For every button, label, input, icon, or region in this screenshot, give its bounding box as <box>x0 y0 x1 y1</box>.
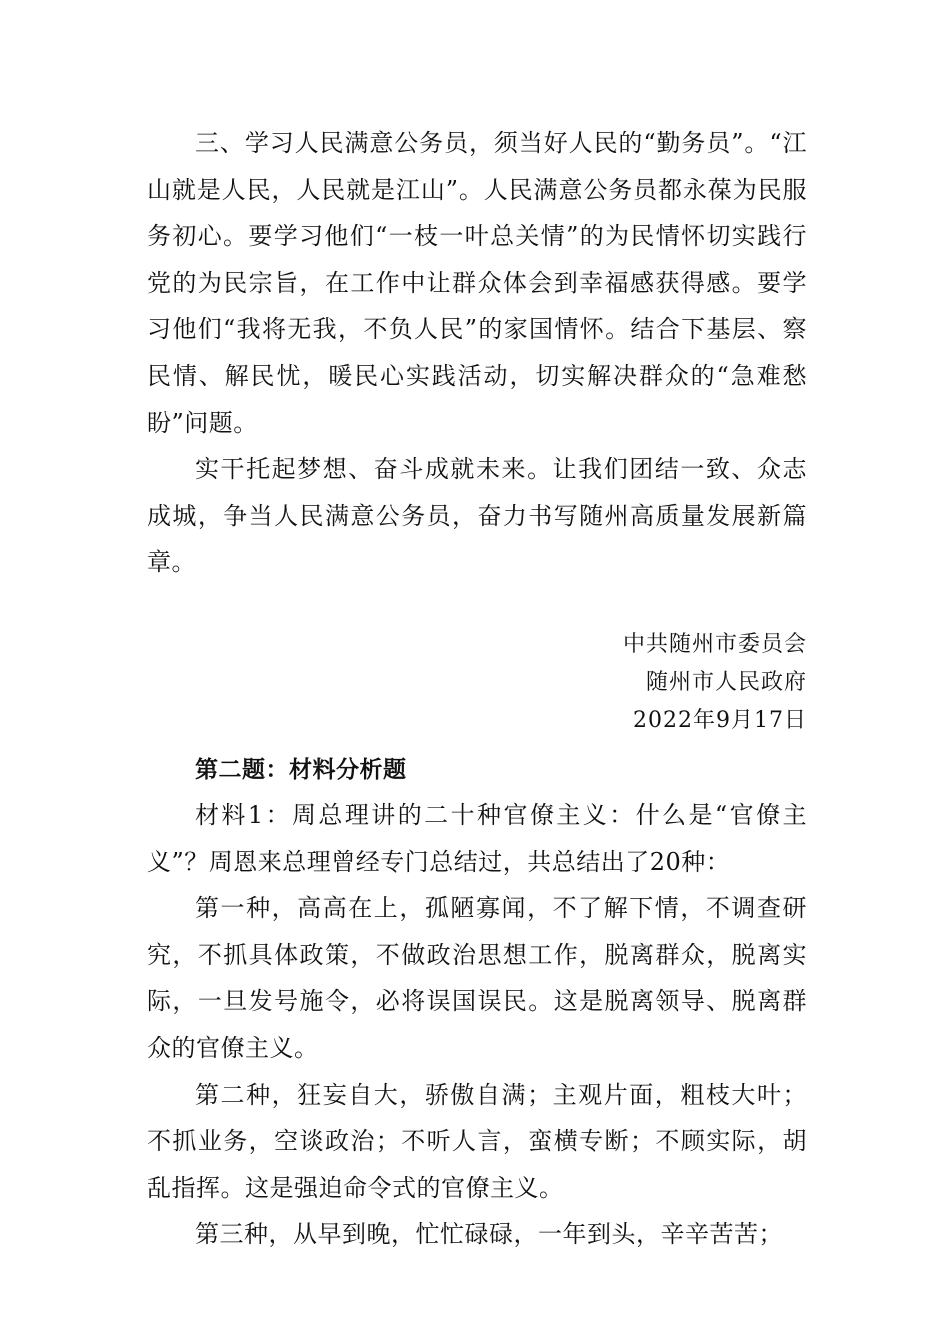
signature-org-2: 随州市人民政府 <box>645 669 807 695</box>
document-page <box>147 120 807 1258</box>
signature-block <box>147 626 807 740</box>
signature-date: 2022年9月17日 <box>633 707 807 733</box>
section3-paragraph-2: 实干托起梦想、奋斗成就未来。让我们团结一致、众志成城，争当人民满意公务员，奋力书写随州高质量发展新篇章。 <box>147 455 807 577</box>
question2-heading: 第二题：材料分析题 <box>195 756 407 783</box>
bureaucracy-type-2: 第二种，狂妄自大，骄傲自满；主观片面，粗枝大叶；不抓业务，空谈政治；不听人言，蛮横专断；不顾实际，胡乱指挥。这是强迫命令式的官僚主义。 <box>147 1080 807 1202</box>
section3-paragraph-1: 三、学习人民满意公务员，须当好人民的“勤务员”。“江山就是人民，人民就是江山”。人民满意公务员都永葆为民服务初心。要学习他们“一枝一叶总关情”的为民情怀切实践行党的为民宗旨，在工作中让群众体会到幸福感获得感。要学习他们“我将无我，不负人民”的家国情怀。结合下基层、察民情、解民忧，暖民心实践活动，切实解决群众的“急难愁盼”问题。 <box>147 129 807 437</box>
material1-paragraph: 材料1：周总理讲的二十种官僚主义：什么是“官僚主义”？周恩来总理曾经专门总结过，共总结出了20种： <box>147 800 807 876</box>
bureaucracy-type-3: 第三种，从早到晚，忙忙碌碌，一年到头，辛辛苦苦； <box>195 1220 783 1249</box>
signature-org-1: 中共随州市委员会 <box>622 631 807 657</box>
bureaucracy-type-1: 第一种，高高在上，孤陋寡闻，不了解下情，不调查研究，不抓具体政策，不做政治思想工作，脱离群众，脱离实际，一旦发号施令，必将误国误民。这是脱离领导、脱离群众的官僚主义。 <box>147 894 807 1062</box>
